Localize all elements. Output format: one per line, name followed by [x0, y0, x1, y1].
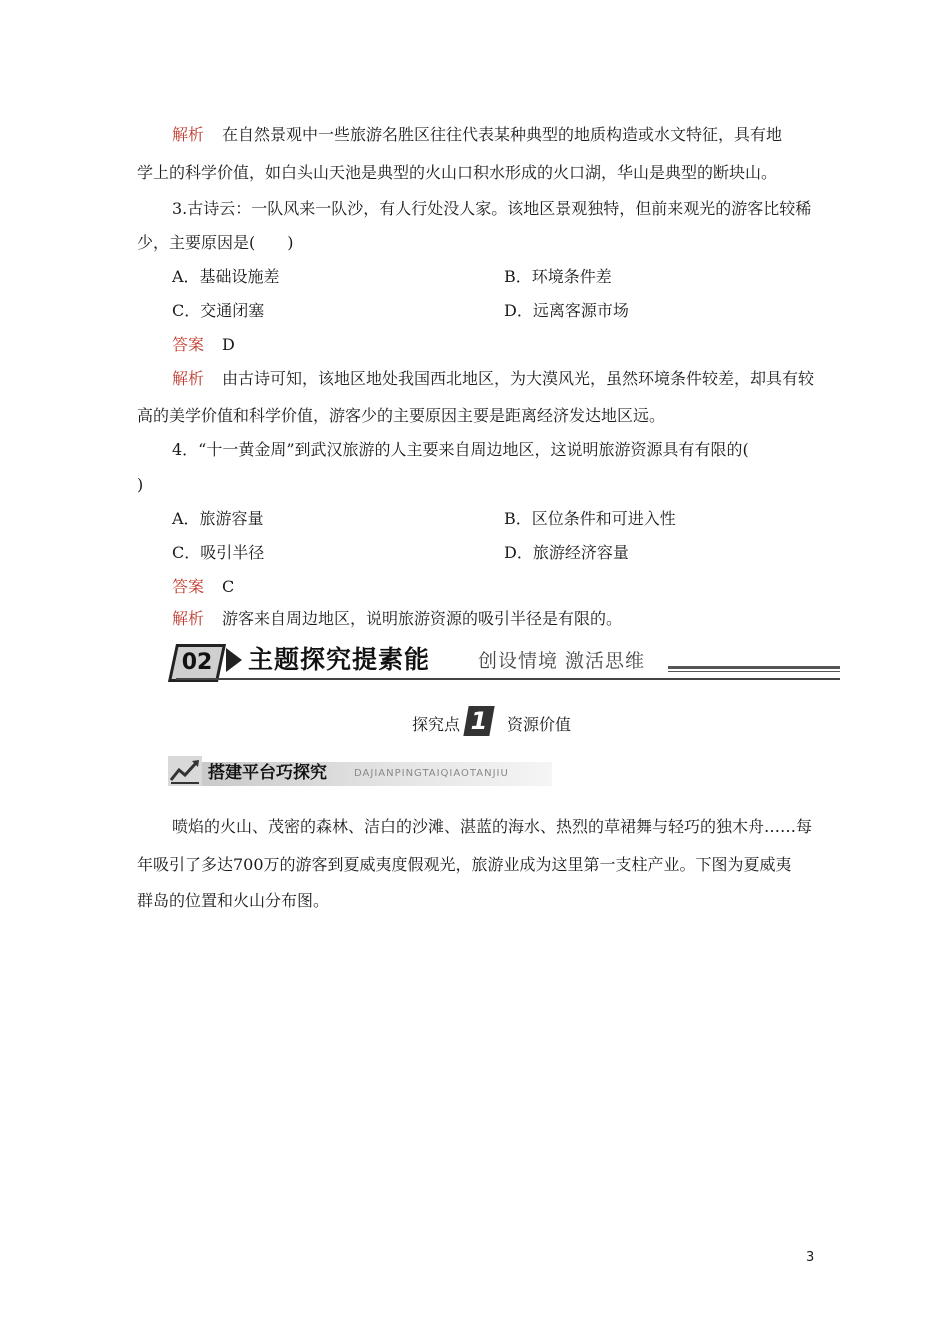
body-text-line3: 群岛的位置和火山分布图。 — [137, 891, 330, 910]
section-title: 主题探究提素能 — [248, 645, 431, 674]
q3-option-c: C．交通闭塞 — [172, 301, 265, 320]
q4-option-a: A．旅游容量 — [172, 509, 264, 528]
q3-option-b: B．环境条件差 — [504, 267, 612, 286]
q4-option-c: C．吸引半径 — [172, 543, 265, 562]
analysis-label: 解析 — [172, 125, 205, 144]
analysis-label: 解析 — [172, 369, 205, 388]
q3-answer — [172, 334, 235, 356]
q3-stem-line1: 3.古诗云：一队风来一队沙，有人行处没人家。该地区景观独特，但前来观光的游客比较稀 — [172, 199, 812, 218]
q3-analysis-line2: 高的美学价值和科学价值，游客少的主要原因主要是距离经济发达地区远。 — [137, 406, 666, 425]
section-banner — [168, 640, 840, 680]
q2-analysis-line1 — [172, 124, 782, 146]
banner-rule — [668, 671, 840, 672]
body-text-line1: 喷焰的火山、茂密的森林、洁白的沙滩、湛蓝的海水、热烈的草裙舞与轻巧的独木舟……每 — [172, 817, 813, 836]
page-number: 3 — [806, 1250, 815, 1265]
platform-pinyin: DAJIANPINGTAIQIAOTANJIU — [354, 768, 509, 779]
q3-stem-line2: 少，主要原因是( ) — [137, 233, 294, 252]
q4-stem-line2: ) — [137, 475, 144, 494]
answer-value: D — [222, 335, 235, 354]
q2-analysis-line2: 学上的科学价值，如白头山天池是典型的火山口积水形成的火口湖，华山是典型的断块山。 — [137, 163, 778, 182]
triangle-icon — [226, 648, 242, 672]
explore-number-badge — [463, 706, 494, 736]
body-text-line2: 年吸引了多达700万的游客到夏威夷度假观光，旅游业成为这里第一支柱产业。下图为夏威夷 — [137, 855, 792, 874]
banner-rule — [668, 666, 840, 669]
q4-option-d: D．旅游经济容量 — [504, 543, 629, 562]
explore-number: 1 — [470, 707, 488, 735]
q3-option-d: D．远离客源市场 — [504, 301, 629, 320]
analysis-text: 由古诗可知，该地区地处我国西北地区，为大漠风光，虽然环境条件较差，却具有较 — [222, 369, 815, 388]
q4-answer — [172, 576, 234, 598]
analysis-text: 游客来自周边地区，说明旅游资源的吸引半径是有限的。 — [222, 609, 623, 628]
explore-topic: 资源价值 — [507, 715, 572, 734]
platform-heading — [168, 756, 552, 788]
answer-label: 答案 — [172, 577, 205, 596]
q3-analysis-line1 — [172, 368, 814, 390]
section-number-badge — [168, 644, 226, 682]
q4-analysis-line1 — [172, 608, 622, 630]
q3-option-a: A．基础设施差 — [172, 267, 280, 286]
answer-value: C — [222, 577, 235, 596]
banner-underline — [176, 678, 840, 680]
section-subtitle: 创设情境 激活思维 — [478, 650, 646, 672]
q4-stem-line1: 4．“十一黄金周”到武汉旅游的人主要来自周边地区，这说明旅游资源具有有限的( — [172, 440, 749, 459]
trend-chart-icon — [168, 756, 202, 786]
platform-title: 搭建平台巧探究 — [208, 763, 327, 783]
analysis-text: 在自然景观中一些旅游名胜区往往代表某种典型的地质构造或水文特征，具有地 — [222, 125, 783, 144]
q4-option-b: B．区位条件和可进入性 — [504, 509, 676, 528]
explore-prefix: 探究点 — [412, 715, 461, 734]
analysis-label: 解析 — [172, 609, 205, 628]
answer-label: 答案 — [172, 335, 205, 354]
section-number: 02 — [181, 650, 213, 675]
